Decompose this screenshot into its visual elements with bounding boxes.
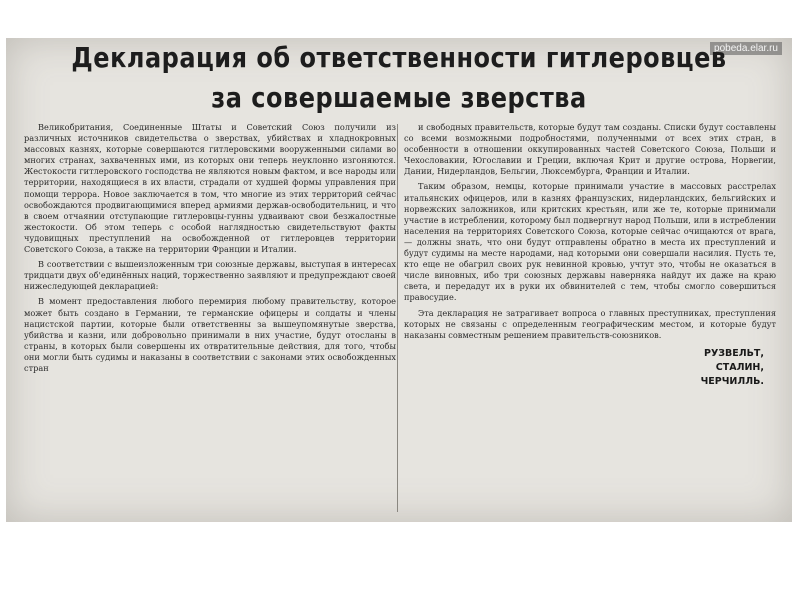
paragraph: В соответствии с вышеизложенным три союзные державы, выступая в интересах тридцати двух об'единённых наций, торжественно заявляют и предупреждают своей нижеследующей декларацией: — [24, 259, 396, 292]
paragraph: и свободных правительств, которые будут там созданы. Списки будут составлены со всеми возможными подробностями, полученными от всех этих стран, в особенности в отношении оккупированных частей Советского Союза, Польши и Чехословакии, Югославии и Греции, включая Крит и другие острова, Норвегии, Дании, Нидерландов, Бельгии, Люксембурга, Франции и Италии. — [404, 122, 776, 177]
paragraph: Великобритания, Соединенные Штаты и Советский Союз получили из различных источников свидетельства о зверствах, убийствах и хладнокровных массовых казнях, которые совершаются гитлеровскими вооруженными силами во многих странах, захваченных ими, из которых они теперь неуклонно изгоняются. Жестокости гитлеровского господства не являются новым фактом, и все народы или территории, находящиеся в их власти, страдали от худшей формы управления при помощи террора. Новое заключается в том, что многие из этих территорий сейчас освобождаются продвигающимися вперед армиями держав-освободительниц, и что в своем отчаянии отступающие гитлеровцы-гунны удваивают свои безжалостные жестокости. Об этом теперь с особой наглядностью свидетельствуют факты чудовищных преступлений на освобожденной от гитлеровцев территории Советского Союза, а также на территории Франции и Италии. — [24, 122, 396, 255]
signature-roosevelt: РУЗВЕЛЬТ, — [704, 347, 764, 359]
headline-line-1: Декларация об ответственности гитлеровцев — [71, 41, 727, 75]
paragraph: Таким образом, немцы, которые принимали участие в массовых расстрелах итальянских офицеров, или в казнях французских, нидерландских, бельгийских и норвежских заложников, или критских крестьян, или же те, которые принимали участие в истреблении, которому был подвергнут народ Польши, или в истреблении населения на территориях Советского Союза, которые сейчас очищаются от врага, — должны знать, что они будут отправлены обратно в места их преступлений и будут судимы на месте народами, над которыми они совершали насилия. Пусть те, кто еще не обагрил своих рук невинной кровью, учтут это, чтобы не оказаться в числе виновных, ибо три союзных державы наверняка найдут их даже на краю света, и передадут их в руки их обвинителей с тем, чтобы смогло совершиться правосудие. — [404, 181, 776, 303]
signature-stalin: СТАЛИН, — [715, 361, 764, 373]
column-divider — [397, 124, 398, 512]
site-watermark: pobeda.elar.ru — [710, 42, 782, 55]
signature-block — [404, 347, 776, 389]
paragraph: В момент предоставления любого перемирия любому правительству, которое может быть создано в Германии, те германские офицеры и солдаты и члены нацистской партии, которые были ответственны за вышеупомянутые зверства, убийства и казни, или добровольно принимали в них участие, будут отосланы в страны, в которых были совершены их отвратительные действия, для того, чтобы они могли быть судимы и наказаны в соответствии с законами этих освобожденных стран — [24, 296, 396, 373]
headline-line-2: за совершаемые зверства — [211, 81, 587, 115]
left-column — [24, 122, 396, 517]
signature-churchill: ЧЕРЧИЛЛЬ. — [700, 375, 764, 387]
newspaper-clipping — [6, 38, 792, 522]
right-column — [404, 122, 776, 517]
paragraph: Эта декларация не затрагивает вопроса о главных преступниках, преступления которых не связаны с определенным географическим местом, и которые будут наказаны совместным решением правительств-союзников. — [404, 307, 776, 340]
